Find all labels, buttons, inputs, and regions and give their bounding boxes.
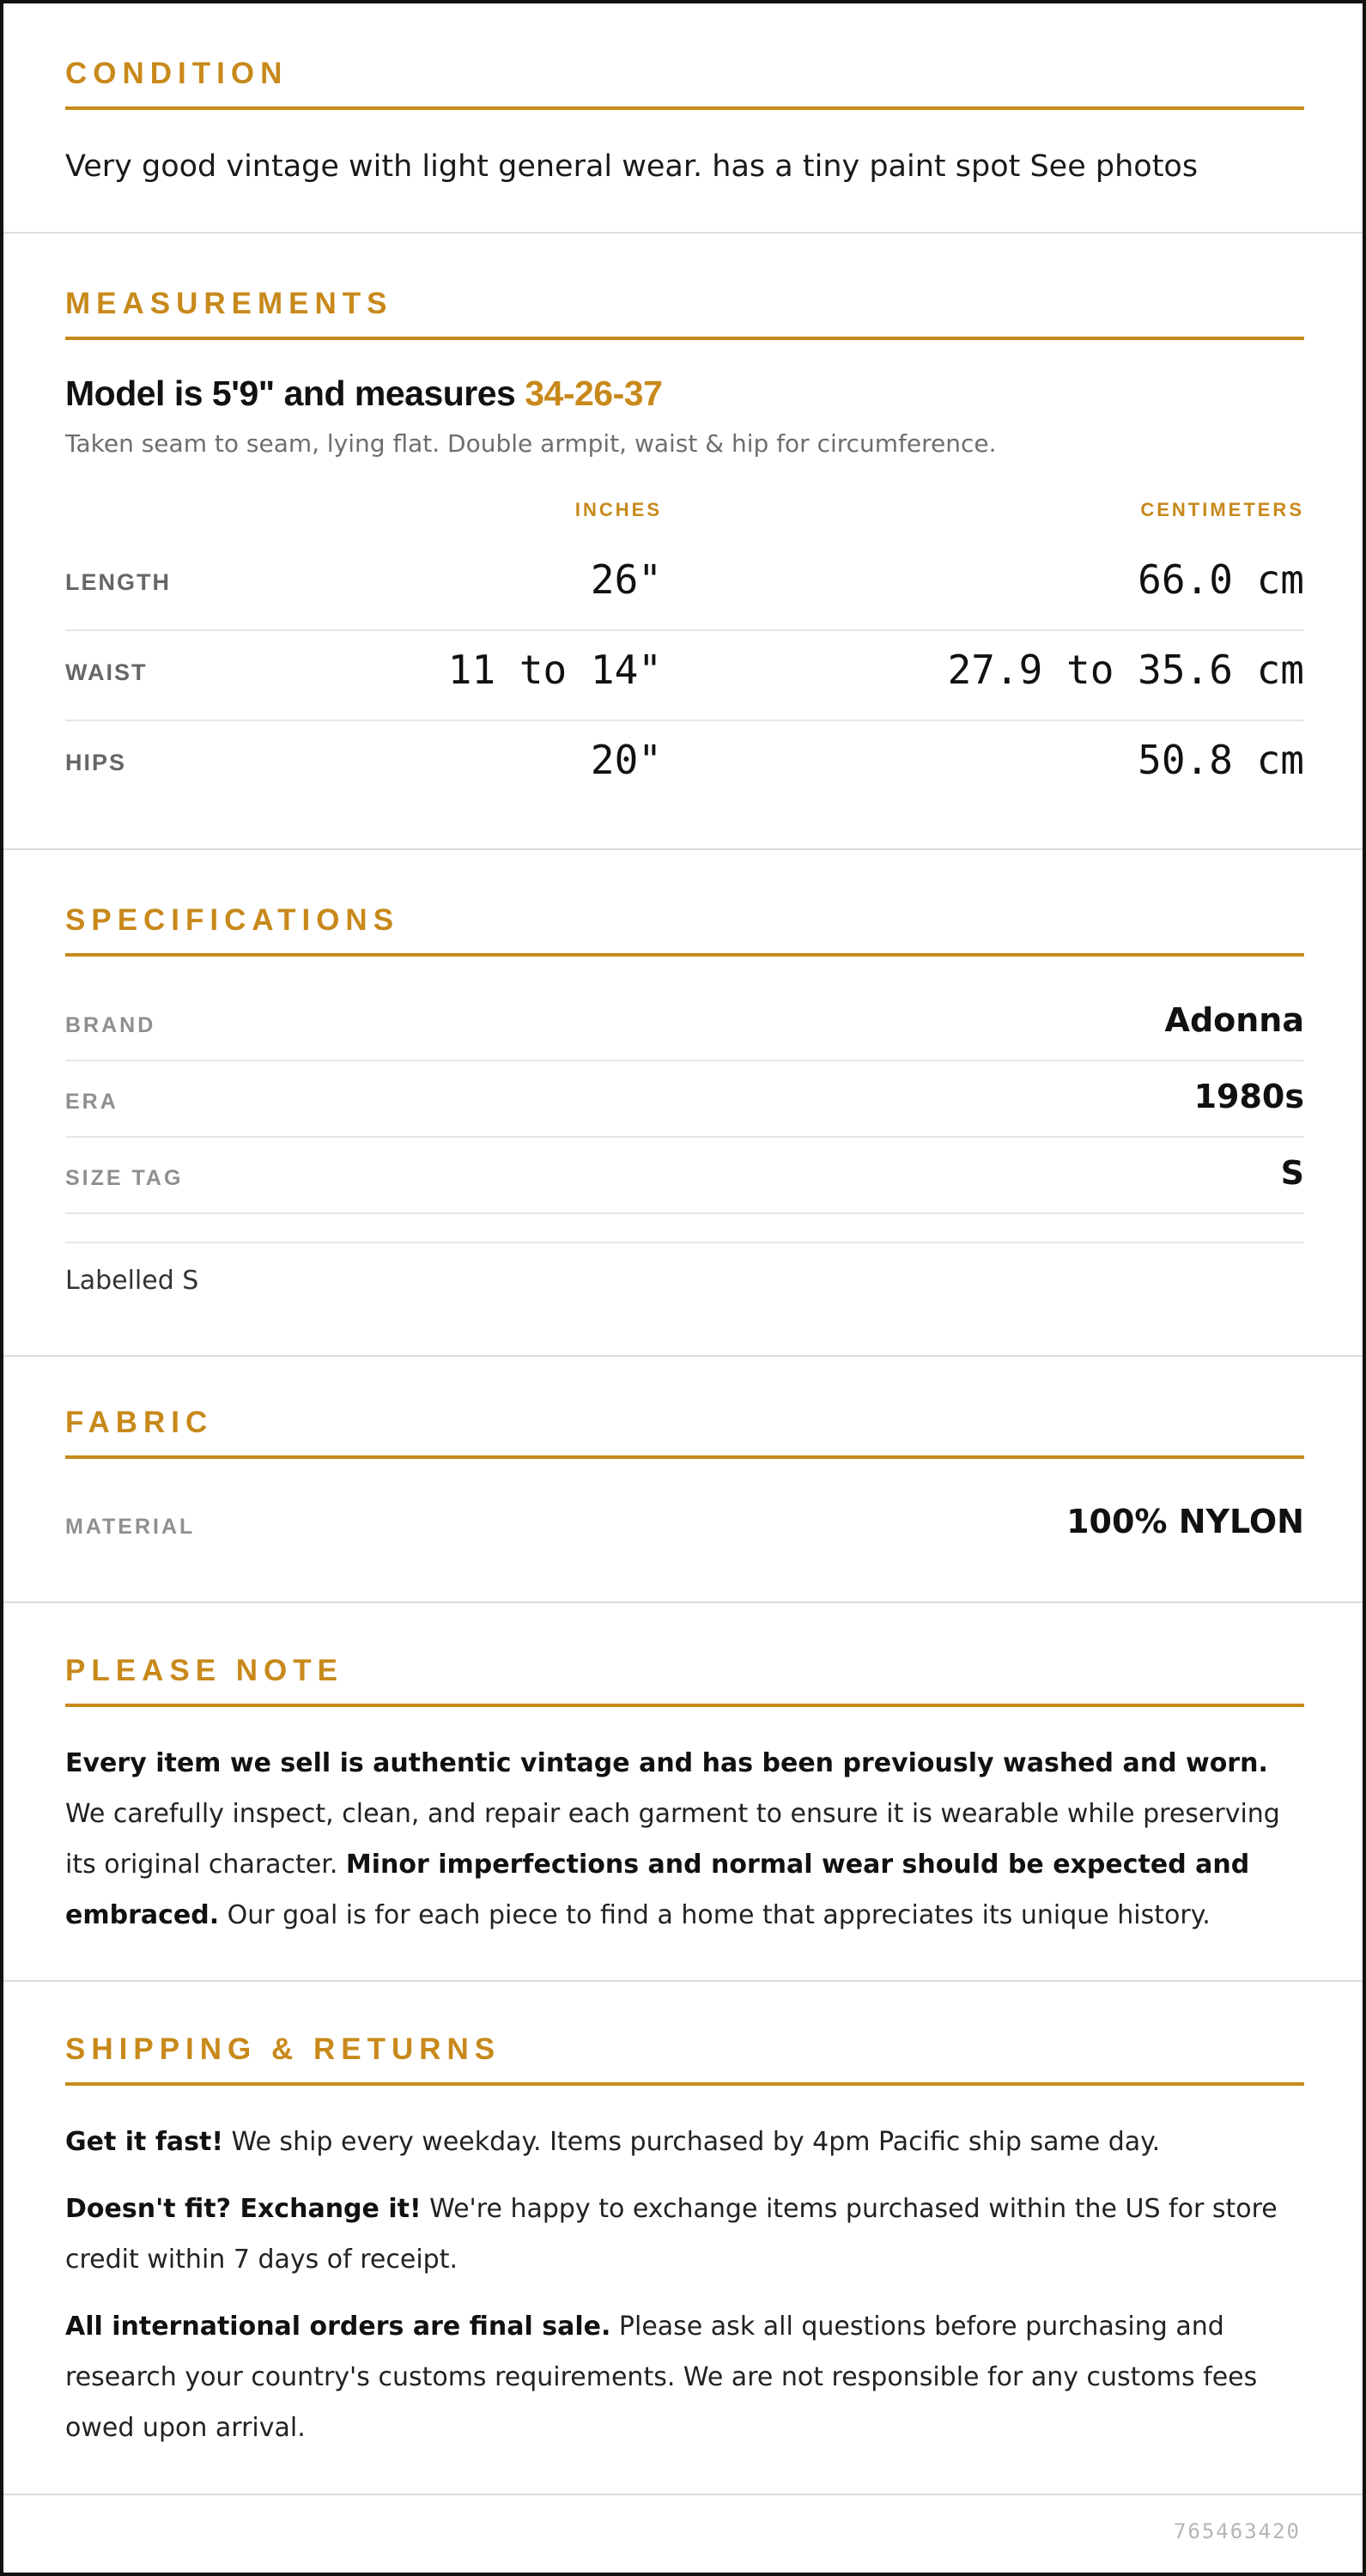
spec-value: Adonna <box>1164 1001 1304 1039</box>
row-divider <box>65 1060 1304 1061</box>
size-tag-note: Labelled S <box>65 1266 199 1296</box>
measurement-cm: 66.0 cm <box>1138 556 1304 603</box>
measurement-cm: 50.8 cm <box>1138 737 1304 783</box>
spec-value: 1980s <box>1193 1078 1304 1115</box>
measurement-note: Taken seam to seam, lying flat. Double armpit, waist & hip for circumference. <box>65 429 997 458</box>
shipping-text-2: We're happy to exchange items purchased within the US for store credit within 7 days of receipt. <box>65 2194 1278 2275</box>
measurement-inches: 26" <box>590 556 662 603</box>
fabric-heading: FABRIC <box>65 1404 1304 1459</box>
please-note-bold-1: Every item we sell is authentic vintage and has been previously washed and worn. <box>65 1748 1268 1778</box>
please-note-text-2: Our goal is for each piece to find a home that appreciates its unique history. <box>219 1900 1211 1930</box>
shipping-text-3: Please ask all questions before purchasing and research your country's customs requirements. We are not responsible for any customs fees owed upon arrival. <box>65 2312 1258 2443</box>
condition-heading: CONDITION <box>65 55 1304 110</box>
measurement-label: HIPS <box>65 750 127 775</box>
shipping-paragraph-1 <box>65 2117 1304 2167</box>
measurement-inches: 11 to 14" <box>447 647 662 693</box>
shipping-section <box>3 1982 1363 2495</box>
row-divider <box>65 1136 1304 1138</box>
spec-label: ERA <box>65 1090 118 1114</box>
please-note-text-1: We carefully inspect, clean, and repair each garment to ensure it is wearable while preserving its original character. <box>65 1799 1280 1880</box>
please-note-bold-2: Minor imperfections and normal wear should be expected and embraced. <box>65 1850 1250 1930</box>
material-label: MATERIAL <box>65 1515 196 1539</box>
shipping-heading: SHIPPING & RETURNS <box>65 2031 1304 2086</box>
model-prefix: Model is 5'9" and measures <box>65 374 525 413</box>
row-divider <box>65 720 1304 721</box>
please-note-text <box>65 1738 1304 1941</box>
shipping-bold-2: Doesn't fit? Exchange it! <box>65 2194 422 2224</box>
fabric-section <box>3 1357 1363 1603</box>
measurement-label: LENGTH <box>65 569 171 595</box>
row-divider <box>65 1242 1304 1243</box>
spec-value: S <box>1280 1154 1304 1192</box>
row-divider <box>65 629 1304 631</box>
model-measures-value: 34-26-37 <box>525 374 663 413</box>
specifications-section <box>3 850 1363 1357</box>
shipping-text-1: We ship every weekday. Items purchased by 4pm Pacific ship same day. <box>223 2127 1161 2157</box>
specifications-heading: SPECIFICATIONS <box>65 902 1304 957</box>
condition-text: Very good vintage with light general wear. has a tiny paint spot See photos <box>65 149 1199 184</box>
shipping-bold-3: All international orders are final sale. <box>65 2312 611 2342</box>
spec-label: SIZE TAG <box>65 1166 184 1190</box>
please-note-heading: PLEASE NOTE <box>65 1652 1304 1707</box>
inches-column-header: INCHES <box>574 499 662 520</box>
model-measurements <box>65 374 662 414</box>
centimeters-column-header: CENTIMETERS <box>1140 499 1304 520</box>
spec-label: BRAND <box>65 1013 156 1037</box>
shipping-bold-1: Get it fast! <box>65 2127 223 2157</box>
measurement-label: WAIST <box>65 659 148 685</box>
measurements-section <box>3 234 1363 850</box>
condition-section <box>3 3 1363 234</box>
material-value: 100% NYLON <box>1066 1503 1304 1540</box>
measurement-inches: 20" <box>590 737 662 783</box>
measurement-cm: 27.9 to 35.6 cm <box>947 647 1304 693</box>
measurements-heading: MEASUREMENTS <box>65 285 1304 340</box>
item-code: 765463420 <box>1173 2519 1301 2543</box>
shipping-paragraph-2 <box>65 2184 1304 2285</box>
row-divider <box>65 1212 1304 1214</box>
please-note-section <box>3 1603 1363 1982</box>
shipping-paragraph-3 <box>65 2301 1304 2453</box>
